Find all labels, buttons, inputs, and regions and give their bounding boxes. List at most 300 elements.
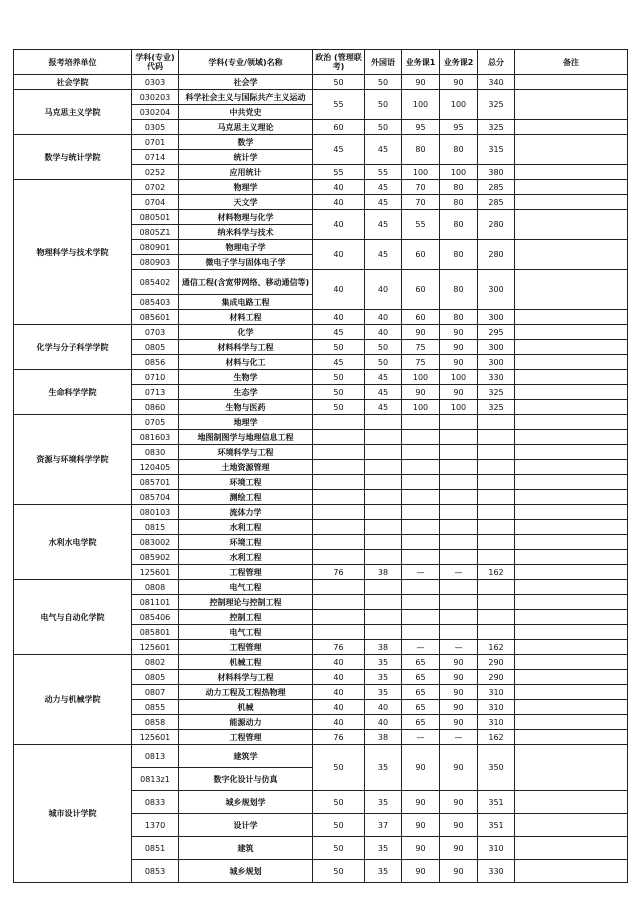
- code-cell: 0705: [132, 415, 179, 430]
- foreign-language-score: 45: [365, 385, 402, 400]
- code-cell: 085406: [132, 610, 179, 625]
- unit-cell: 物理科学与技术学院: [14, 180, 132, 325]
- name-cell: 集成电路工程: [179, 295, 313, 310]
- total-score: 162: [478, 565, 515, 580]
- name-cell: 机械工程: [179, 655, 313, 670]
- foreign-language-score: 38: [365, 730, 402, 745]
- code-cell: 0858: [132, 715, 179, 730]
- code-cell: 1370: [132, 814, 179, 837]
- foreign-language-score: 35: [365, 860, 402, 883]
- remarks-cell: [515, 415, 628, 430]
- name-cell: 材料物理与化学: [179, 210, 313, 225]
- remarks-cell: [515, 445, 628, 460]
- name-cell: 材料科学与工程: [179, 340, 313, 355]
- foreign-language-score: 40: [365, 715, 402, 730]
- politics-score: 40: [313, 180, 365, 195]
- total-score: 340: [478, 75, 515, 90]
- name-cell: 生物与医药: [179, 400, 313, 415]
- header-name: 学科(专业/领域)名称: [179, 50, 313, 75]
- total-score: 295: [478, 325, 515, 340]
- total-score: [478, 460, 515, 475]
- total-score: 162: [478, 640, 515, 655]
- politics-score: 50: [313, 75, 365, 90]
- course1-score: [402, 520, 440, 535]
- remarks-cell: [515, 195, 628, 210]
- course1-score: [402, 535, 440, 550]
- name-cell: 纳米科学与技术: [179, 225, 313, 240]
- foreign-language-score: [365, 610, 402, 625]
- course1-score: 70: [402, 180, 440, 195]
- course2-score: 90: [440, 715, 478, 730]
- header-politics: 政治 (管理联考): [313, 50, 365, 75]
- course2-score: [440, 415, 478, 430]
- header-row: [14, 50, 628, 75]
- code-cell: 0856: [132, 355, 179, 370]
- table-row: [14, 135, 628, 150]
- code-cell: 0710: [132, 370, 179, 385]
- code-cell: 080501: [132, 210, 179, 225]
- remarks-cell: [515, 270, 628, 310]
- remarks-cell: [515, 700, 628, 715]
- name-cell: 设计学: [179, 814, 313, 837]
- remarks-cell: [515, 520, 628, 535]
- table-row: [14, 75, 628, 90]
- code-cell: 0303: [132, 75, 179, 90]
- politics-score: 76: [313, 565, 365, 580]
- course1-score: 100: [402, 370, 440, 385]
- remarks-cell: [515, 715, 628, 730]
- name-cell: 微电子学与固体电子学: [179, 255, 313, 270]
- course2-score: [440, 580, 478, 595]
- remarks-cell: [515, 640, 628, 655]
- politics-score: 76: [313, 730, 365, 745]
- politics-score: 55: [313, 90, 365, 120]
- name-cell: 水利工程: [179, 550, 313, 565]
- name-cell: 电气工程: [179, 580, 313, 595]
- code-cell: 0802: [132, 655, 179, 670]
- politics-score: 55: [313, 165, 365, 180]
- politics-score: [313, 445, 365, 460]
- foreign-language-score: [365, 445, 402, 460]
- name-cell: 天文学: [179, 195, 313, 210]
- code-cell: 0714: [132, 150, 179, 165]
- foreign-language-score: 45: [365, 400, 402, 415]
- course2-score: [440, 505, 478, 520]
- unit-cell: 资源与环境科学学院: [14, 415, 132, 505]
- header-unit: 报考培养单位: [14, 50, 132, 75]
- politics-score: 60: [313, 120, 365, 135]
- course1-score: 90: [402, 325, 440, 340]
- remarks-cell: [515, 505, 628, 520]
- remarks-cell: [515, 655, 628, 670]
- code-cell: 081101: [132, 595, 179, 610]
- code-cell: 0815: [132, 520, 179, 535]
- code-cell: 0855: [132, 700, 179, 715]
- name-cell: 电气工程: [179, 625, 313, 640]
- politics-score: [313, 550, 365, 565]
- politics-score: 45: [313, 325, 365, 340]
- total-score: 330: [478, 370, 515, 385]
- code-cell: 0713: [132, 385, 179, 400]
- total-score: [478, 415, 515, 430]
- code-cell: 085403: [132, 295, 179, 310]
- total-score: [478, 505, 515, 520]
- name-cell: 建筑: [179, 837, 313, 860]
- code-cell: 0805Z1: [132, 225, 179, 240]
- name-cell: 科学社会主义与国际共产主义运动: [179, 90, 313, 105]
- politics-score: 40: [313, 270, 365, 310]
- politics-score: 50: [313, 860, 365, 883]
- code-cell: 0830: [132, 445, 179, 460]
- foreign-language-score: [365, 475, 402, 490]
- politics-score: [313, 580, 365, 595]
- course1-score: 60: [402, 270, 440, 310]
- politics-score: 50: [313, 340, 365, 355]
- politics-score: 50: [313, 837, 365, 860]
- course2-score: 90: [440, 385, 478, 400]
- unit-cell: 数学与统计学院: [14, 135, 132, 180]
- foreign-language-score: [365, 520, 402, 535]
- name-cell: 化学: [179, 325, 313, 340]
- remarks-cell: [515, 745, 628, 791]
- remarks-cell: [515, 565, 628, 580]
- name-cell: 地理学: [179, 415, 313, 430]
- foreign-language-score: 35: [365, 745, 402, 791]
- name-cell: 城乡规划学: [179, 791, 313, 814]
- code-cell: 0851: [132, 837, 179, 860]
- foreign-language-score: 45: [365, 240, 402, 270]
- remarks-cell: [515, 310, 628, 325]
- course1-score: 100: [402, 90, 440, 120]
- total-score: [478, 490, 515, 505]
- course2-score: 90: [440, 860, 478, 883]
- course1-score: 90: [402, 837, 440, 860]
- total-score: 285: [478, 180, 515, 195]
- politics-score: [313, 625, 365, 640]
- name-cell: 物理学: [179, 180, 313, 195]
- name-cell: 材料科学与工程: [179, 670, 313, 685]
- name-cell: 数字化设计与仿真: [179, 768, 313, 791]
- politics-score: [313, 535, 365, 550]
- course1-score: [402, 475, 440, 490]
- header-course1: 业务课1: [402, 50, 440, 75]
- course1-score: 60: [402, 240, 440, 270]
- total-score: [478, 595, 515, 610]
- code-cell: 125601: [132, 730, 179, 745]
- politics-score: 50: [313, 814, 365, 837]
- foreign-language-score: 38: [365, 640, 402, 655]
- course2-score: 100: [440, 90, 478, 120]
- total-score: [478, 430, 515, 445]
- unit-cell: 化学与分子科学学院: [14, 325, 132, 370]
- foreign-language-score: 45: [365, 135, 402, 165]
- total-score: [478, 445, 515, 460]
- total-score: [478, 625, 515, 640]
- course2-score: [440, 625, 478, 640]
- course1-score: 100: [402, 165, 440, 180]
- unit-cell: 城市设计学院: [14, 745, 132, 883]
- course2-score: [440, 535, 478, 550]
- code-cell: 120405: [132, 460, 179, 475]
- remarks-cell: [515, 210, 628, 240]
- code-cell: 081603: [132, 430, 179, 445]
- total-score: 280: [478, 210, 515, 240]
- foreign-language-score: 35: [365, 655, 402, 670]
- foreign-language-score: [365, 430, 402, 445]
- code-cell: 080103: [132, 505, 179, 520]
- course2-score: 90: [440, 685, 478, 700]
- table-row: [14, 580, 628, 595]
- course2-score: 90: [440, 325, 478, 340]
- politics-score: [313, 475, 365, 490]
- name-cell: 土地资源管理: [179, 460, 313, 475]
- foreign-language-score: 55: [365, 165, 402, 180]
- remarks-cell: [515, 180, 628, 195]
- politics-score: 45: [313, 355, 365, 370]
- politics-score: 50: [313, 385, 365, 400]
- table-row: [14, 370, 628, 385]
- table-row: [14, 745, 628, 768]
- course2-score: 80: [440, 135, 478, 165]
- course2-score: 90: [440, 814, 478, 837]
- name-cell: 控制理论与控制工程: [179, 595, 313, 610]
- header-code: 学科(专业)代码: [132, 50, 179, 75]
- table-row: [14, 655, 628, 670]
- total-score: 325: [478, 400, 515, 415]
- politics-score: 40: [313, 655, 365, 670]
- name-cell: 统计学: [179, 150, 313, 165]
- course1-score: 65: [402, 670, 440, 685]
- name-cell: 材料与化工: [179, 355, 313, 370]
- course2-score: [440, 610, 478, 625]
- remarks-cell: [515, 860, 628, 883]
- header-total: 总分: [478, 50, 515, 75]
- course1-score: 90: [402, 75, 440, 90]
- code-cell: 085601: [132, 310, 179, 325]
- remarks-cell: [515, 490, 628, 505]
- politics-score: 40: [313, 310, 365, 325]
- unit-cell: 社会学院: [14, 75, 132, 90]
- remarks-cell: [515, 814, 628, 837]
- code-cell: 0833: [132, 791, 179, 814]
- politics-score: 40: [313, 240, 365, 270]
- course1-score: —: [402, 565, 440, 580]
- remarks-cell: [515, 685, 628, 700]
- code-cell: 0305: [132, 120, 179, 135]
- course2-score: 90: [440, 655, 478, 670]
- course2-score: [440, 550, 478, 565]
- remarks-cell: [515, 340, 628, 355]
- code-cell: 0703: [132, 325, 179, 340]
- code-cell: 0702: [132, 180, 179, 195]
- total-score: [478, 580, 515, 595]
- remarks-cell: [515, 610, 628, 625]
- code-cell: 125601: [132, 565, 179, 580]
- remarks-cell: [515, 165, 628, 180]
- politics-score: [313, 595, 365, 610]
- code-cell: 085701: [132, 475, 179, 490]
- politics-score: 40: [313, 210, 365, 240]
- code-cell: 0805: [132, 670, 179, 685]
- course1-score: 90: [402, 860, 440, 883]
- politics-score: 40: [313, 685, 365, 700]
- course1-score: 75: [402, 340, 440, 355]
- course1-score: [402, 550, 440, 565]
- course2-score: 100: [440, 370, 478, 385]
- course2-score: 80: [440, 210, 478, 240]
- name-cell: 水利工程: [179, 520, 313, 535]
- foreign-language-score: 45: [365, 210, 402, 240]
- politics-score: 50: [313, 400, 365, 415]
- politics-score: [313, 415, 365, 430]
- remarks-cell: [515, 475, 628, 490]
- table-row: [14, 90, 628, 105]
- course2-score: [440, 445, 478, 460]
- course1-score: [402, 580, 440, 595]
- remarks-cell: [515, 430, 628, 445]
- table-row: [14, 325, 628, 340]
- name-cell: 物理电子学: [179, 240, 313, 255]
- remarks-cell: [515, 535, 628, 550]
- name-cell: 社会学: [179, 75, 313, 90]
- name-cell: 工程管理: [179, 565, 313, 580]
- name-cell: 测绘工程: [179, 490, 313, 505]
- course1-score: 65: [402, 685, 440, 700]
- total-score: 380: [478, 165, 515, 180]
- remarks-cell: [515, 730, 628, 745]
- politics-score: 40: [313, 700, 365, 715]
- total-score: 325: [478, 385, 515, 400]
- remarks-cell: [515, 135, 628, 165]
- total-score: 300: [478, 340, 515, 355]
- total-score: 315: [478, 135, 515, 165]
- total-score: 350: [478, 745, 515, 791]
- remarks-cell: [515, 580, 628, 595]
- name-cell: 建筑学: [179, 745, 313, 768]
- code-cell: 0813: [132, 745, 179, 768]
- foreign-language-score: [365, 415, 402, 430]
- course1-score: 65: [402, 655, 440, 670]
- course1-score: [402, 595, 440, 610]
- politics-score: [313, 520, 365, 535]
- foreign-language-score: [365, 535, 402, 550]
- total-score: 290: [478, 655, 515, 670]
- course1-score: 70: [402, 195, 440, 210]
- name-cell: 环境工程: [179, 535, 313, 550]
- name-cell: 通信工程(含宽带网络、移动通信等): [179, 270, 313, 295]
- politics-score: [313, 460, 365, 475]
- code-cell: 0860: [132, 400, 179, 415]
- politics-score: 50: [313, 791, 365, 814]
- total-score: [478, 520, 515, 535]
- course2-score: 80: [440, 270, 478, 310]
- table-row: [14, 415, 628, 430]
- code-cell: 083002: [132, 535, 179, 550]
- foreign-language-score: 45: [365, 180, 402, 195]
- code-cell: 125601: [132, 640, 179, 655]
- course1-score: 60: [402, 310, 440, 325]
- foreign-language-score: 50: [365, 355, 402, 370]
- course1-score: [402, 610, 440, 625]
- unit-cell: 动力与机械学院: [14, 655, 132, 745]
- name-cell: 生态学: [179, 385, 313, 400]
- remarks-cell: [515, 670, 628, 685]
- total-score: [478, 475, 515, 490]
- name-cell: 马克思主义理论: [179, 120, 313, 135]
- total-score: 325: [478, 120, 515, 135]
- total-score: 351: [478, 791, 515, 814]
- header-course2: 业务课2: [440, 50, 478, 75]
- course1-score: 55: [402, 210, 440, 240]
- course1-score: [402, 460, 440, 475]
- total-score: [478, 535, 515, 550]
- foreign-language-score: 35: [365, 670, 402, 685]
- course1-score: 75: [402, 355, 440, 370]
- foreign-language-score: 50: [365, 340, 402, 355]
- name-cell: 控制工程: [179, 610, 313, 625]
- remarks-cell: [515, 240, 628, 270]
- course2-score: [440, 475, 478, 490]
- code-cell: 0813z1: [132, 768, 179, 791]
- course1-score: [402, 415, 440, 430]
- name-cell: 能源动力: [179, 715, 313, 730]
- remarks-cell: [515, 385, 628, 400]
- foreign-language-score: 40: [365, 325, 402, 340]
- foreign-language-score: 40: [365, 310, 402, 325]
- course2-score: 100: [440, 165, 478, 180]
- politics-score: [313, 430, 365, 445]
- total-score: [478, 610, 515, 625]
- foreign-language-score: [365, 580, 402, 595]
- unit-cell: 电气与自动化学院: [14, 580, 132, 655]
- foreign-language-score: 38: [365, 565, 402, 580]
- course2-score: 80: [440, 195, 478, 210]
- course1-score: 80: [402, 135, 440, 165]
- course1-score: 90: [402, 385, 440, 400]
- table-row: [14, 180, 628, 195]
- foreign-language-score: 50: [365, 120, 402, 135]
- course2-score: 90: [440, 670, 478, 685]
- remarks-cell: [515, 837, 628, 860]
- politics-score: 40: [313, 715, 365, 730]
- table-row: [14, 505, 628, 520]
- foreign-language-score: [365, 625, 402, 640]
- name-cell: 环境工程: [179, 475, 313, 490]
- foreign-language-score: [365, 595, 402, 610]
- course2-score: 80: [440, 180, 478, 195]
- course1-score: —: [402, 640, 440, 655]
- foreign-language-score: 35: [365, 791, 402, 814]
- course1-score: 100: [402, 400, 440, 415]
- course2-score: 90: [440, 355, 478, 370]
- name-cell: 生物学: [179, 370, 313, 385]
- header-remarks: 备注: [515, 50, 628, 75]
- remarks-cell: [515, 355, 628, 370]
- politics-score: [313, 505, 365, 520]
- foreign-language-score: [365, 460, 402, 475]
- foreign-language-score: 40: [365, 700, 402, 715]
- foreign-language-score: 45: [365, 370, 402, 385]
- name-cell: 工程管理: [179, 640, 313, 655]
- foreign-language-score: 37: [365, 814, 402, 837]
- course1-score: [402, 430, 440, 445]
- total-score: 325: [478, 90, 515, 120]
- remarks-cell: [515, 791, 628, 814]
- course2-score: [440, 490, 478, 505]
- course1-score: [402, 625, 440, 640]
- remarks-cell: [515, 550, 628, 565]
- course2-score: [440, 460, 478, 475]
